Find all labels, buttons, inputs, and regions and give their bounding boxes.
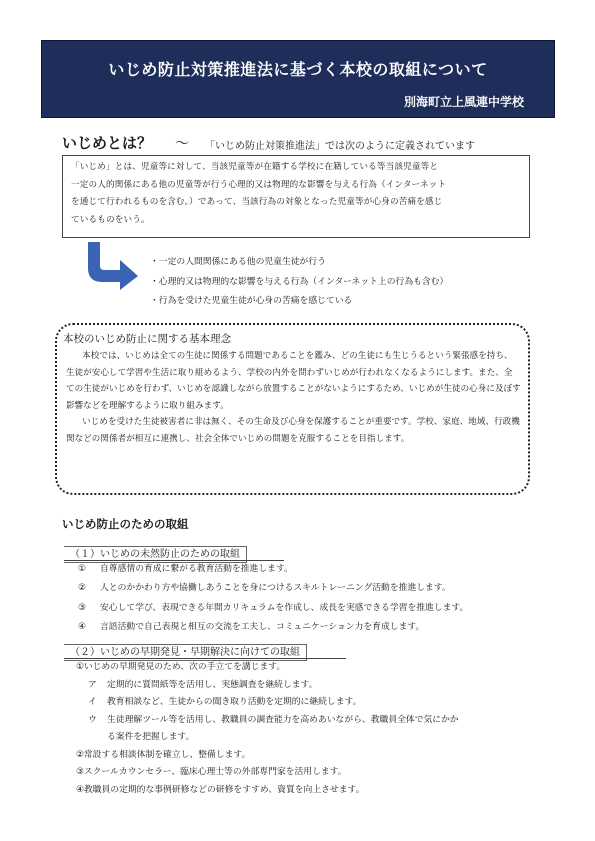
definition-line: 「いじめ」とは、児童等に対して、当該児童等が在籍する学校に在籍している等当該児童等と — [71, 162, 439, 172]
definition-heading: いじめとは？ — [62, 134, 153, 152]
list-item: ② 人とのかかわり方や協働しあうことを身につけるスキルトレーニング活動を推進します。 — [78, 583, 451, 594]
header-banner — [41, 40, 555, 118]
philosophy-paragraph: いじめを受けた生徒被害者に非は無く、その生命及び心身を保護することが重要です。学校、家庭、地域、行政機関などの関係者が相互に連携し、社会全体でいじめの問題を克服することを目指します。 — [66, 417, 520, 444]
definition-line: ているものをいう。 — [71, 214, 150, 225]
section2-list — [76, 659, 459, 799]
section1-label: （１）いじめの未然防止のための取組 — [64, 546, 247, 563]
list-item: ④教職員の定期的な事例研修などの研修をすすめ、資質を向上させます。 — [76, 784, 365, 795]
bullet-item: ・行為を受けた児童生徒が心身の苦痛を感じている — [150, 296, 353, 306]
list-item: ① 自尊感情の育成に繋がる教育活動を推進します。 — [78, 564, 293, 574]
sub-item: ウ 生徒理解ツール等を活用し、教職員の調査能力を高めあいながら、教職員全体で気にかか — [88, 714, 459, 725]
sub-item: ア 定期的に質問紙等を活用し、実態調査を継続します。 — [88, 679, 318, 690]
definition-bullets — [150, 253, 448, 312]
list-item: ③スクールカウンセラー、臨床心理士等の外部専門家を活用します。 — [76, 767, 347, 777]
school-name: 別海町立上風連中学校 — [403, 95, 524, 109]
list-item: ②常設する相談体制を確立し、整備します。 — [76, 749, 251, 760]
list-item: ①いじめの早期発見のため、次の手立てを講じます。 — [76, 662, 286, 672]
page-title: いじめ防止対策推進法に基づく本校の取組について — [108, 60, 488, 79]
philosophy-title: 本校のいじめ防止に関する基本理念 — [63, 333, 231, 345]
definition-line: 一定の人的関係にある他の児童等が行う心理的又は物理的な影響を与える行為（インターネット — [71, 179, 447, 190]
arrow-shape — [88, 242, 138, 290]
definition-line: を通じて行われるものを含む。）であって、当該行為の対象となった児童等が心身の苦痛を感じ — [71, 197, 443, 207]
sub-item: イ 教育相談など、生徒からの聞き取り活動を定期的に継続します。 — [88, 697, 362, 707]
section1-list — [78, 560, 468, 638]
definition-box — [62, 155, 530, 238]
definition-intro: 「いじめ防止対策推進法」では次のように定義されています — [205, 141, 475, 152]
bullet-item: ・心理的又は物理的な影響を与える行為（インターネット上の行為も含む） — [150, 276, 449, 287]
bent-arrow-right-icon — [82, 240, 142, 290]
philosophy-body — [66, 348, 521, 448]
sub-item-continued: る案件を把握します。 — [107, 732, 195, 742]
philosophy-paragraph: 本校では、いじめは全ての生徒に関係する問題であることを鑑み、どの生徒にも生じうるという緊張感を持ち、生徒が安心して学習や生活に取り組めるよう、学校の内外を問わずいじめが行われなくなるようにします。また、全ての生徒がいじめを行わず、いじめを認識しながら放置することがないようにするため、いじめが生徒の心身に及ぼす影響などを理解するように取り組みます。 — [66, 351, 521, 411]
actions-heading: いじめ防止のための取組 — [62, 517, 189, 531]
definition-tilde: ～ — [175, 136, 189, 152]
list-item: ③ 安心して学び、表現できる年間カリキュラムを作成し、成長を実感できる学習を推進します。 — [78, 602, 469, 613]
list-item: ④ 言語活動で自己表現と相互の交流を工夫し、コミュニケーション力を育成します。 — [78, 622, 425, 633]
section2-label: （２）いじめの早期発見・早期解決に向けての取組 — [64, 644, 307, 661]
bullet-item: ・一定の人間関係にある他の児童生徒が行う — [150, 257, 326, 267]
